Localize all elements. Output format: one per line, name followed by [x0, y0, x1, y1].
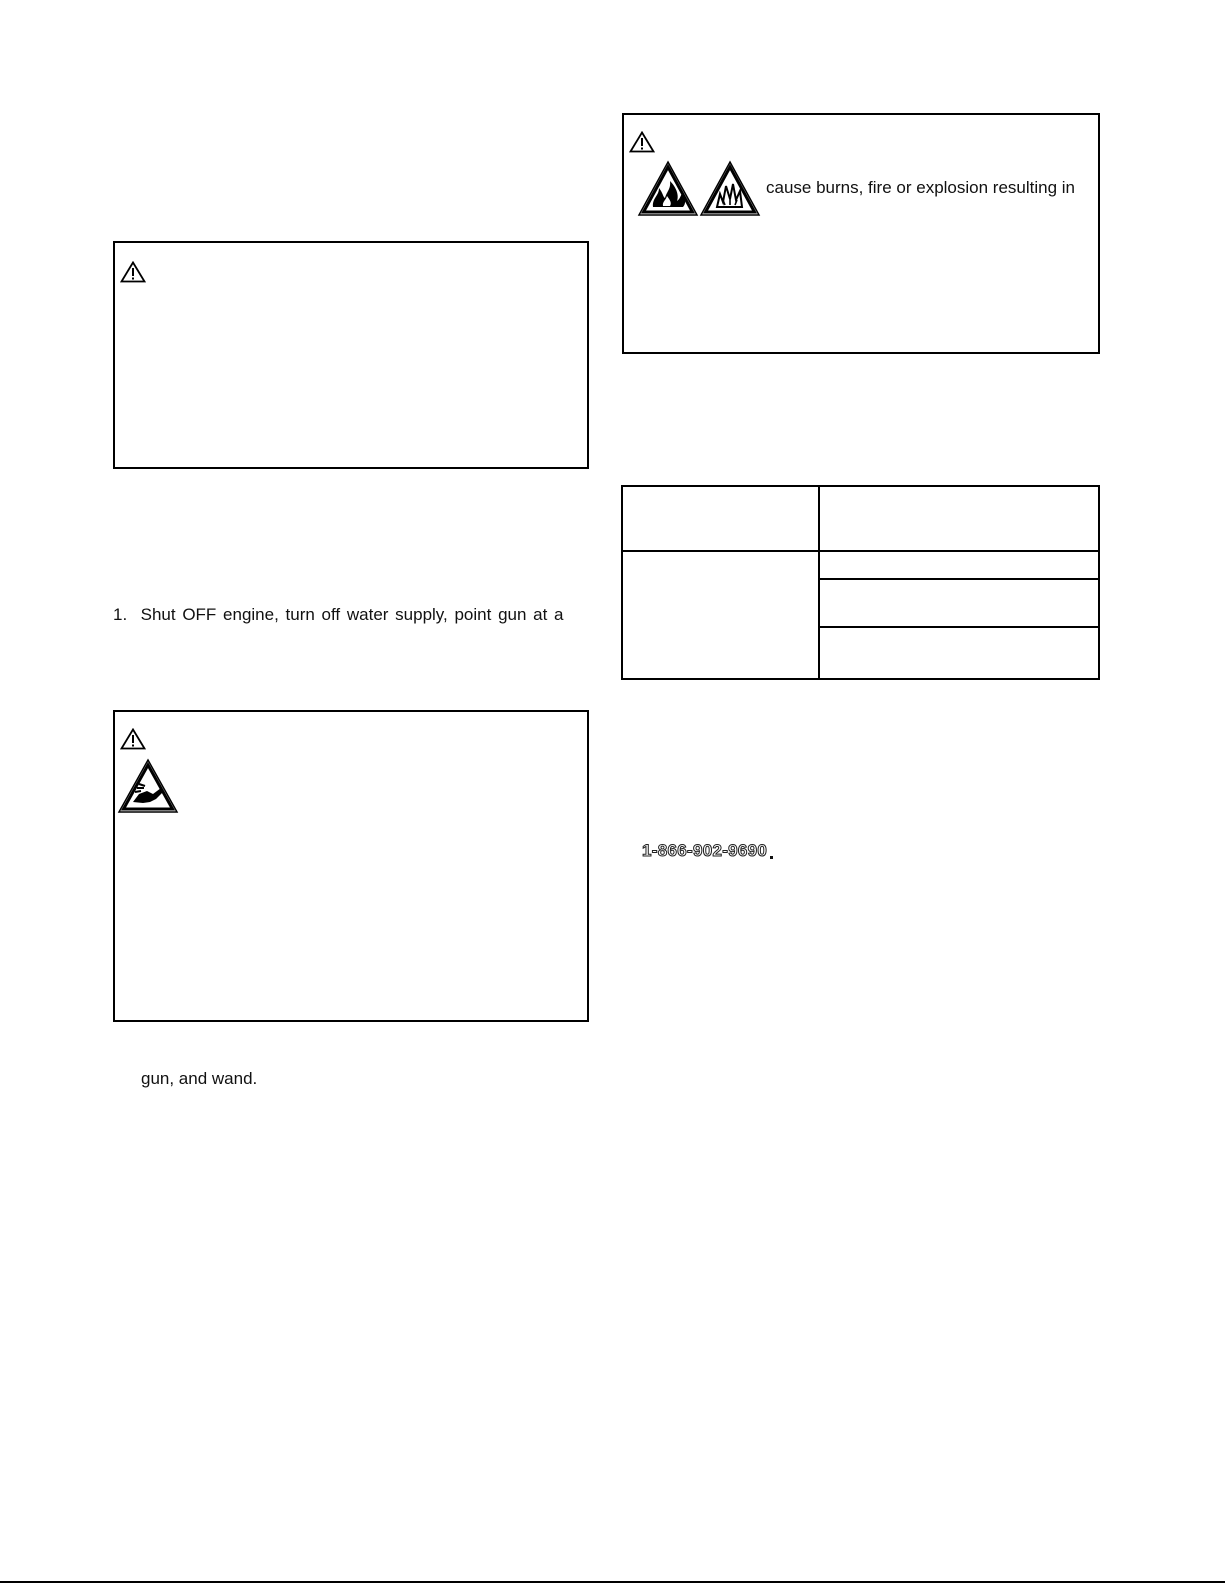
warning-triangle-icon: [629, 131, 655, 153]
phone-number-period: [770, 856, 773, 859]
phone-number: 1-866-902-9690: [642, 841, 768, 860]
table-row-divider: [819, 578, 1098, 580]
specification-table: [621, 485, 1100, 680]
fire-hazard-icon: [637, 160, 699, 218]
page-bottom-rule: [0, 1581, 1225, 1583]
warning-triangle-icon: [120, 261, 146, 283]
explosion-hazard-icon: [699, 160, 761, 218]
table-column-divider: [818, 487, 820, 678]
warning-triangle-icon: [120, 728, 146, 750]
warning-box-2: [113, 710, 589, 1022]
high-pressure-injection-icon: [117, 758, 179, 814]
table-row-divider: [819, 626, 1098, 628]
continuation-text: gun, and wand.: [141, 1069, 258, 1088]
step-1-text: 1. Shut OFF engine, turn off water supply, point gun at a: [113, 605, 564, 624]
table-header-divider: [623, 550, 1098, 552]
warning-box-1: [113, 241, 589, 469]
fuel-warning-text: cause burns, fire or explosion resulting in: [766, 178, 1075, 197]
warning-box-fuel: [622, 113, 1100, 354]
